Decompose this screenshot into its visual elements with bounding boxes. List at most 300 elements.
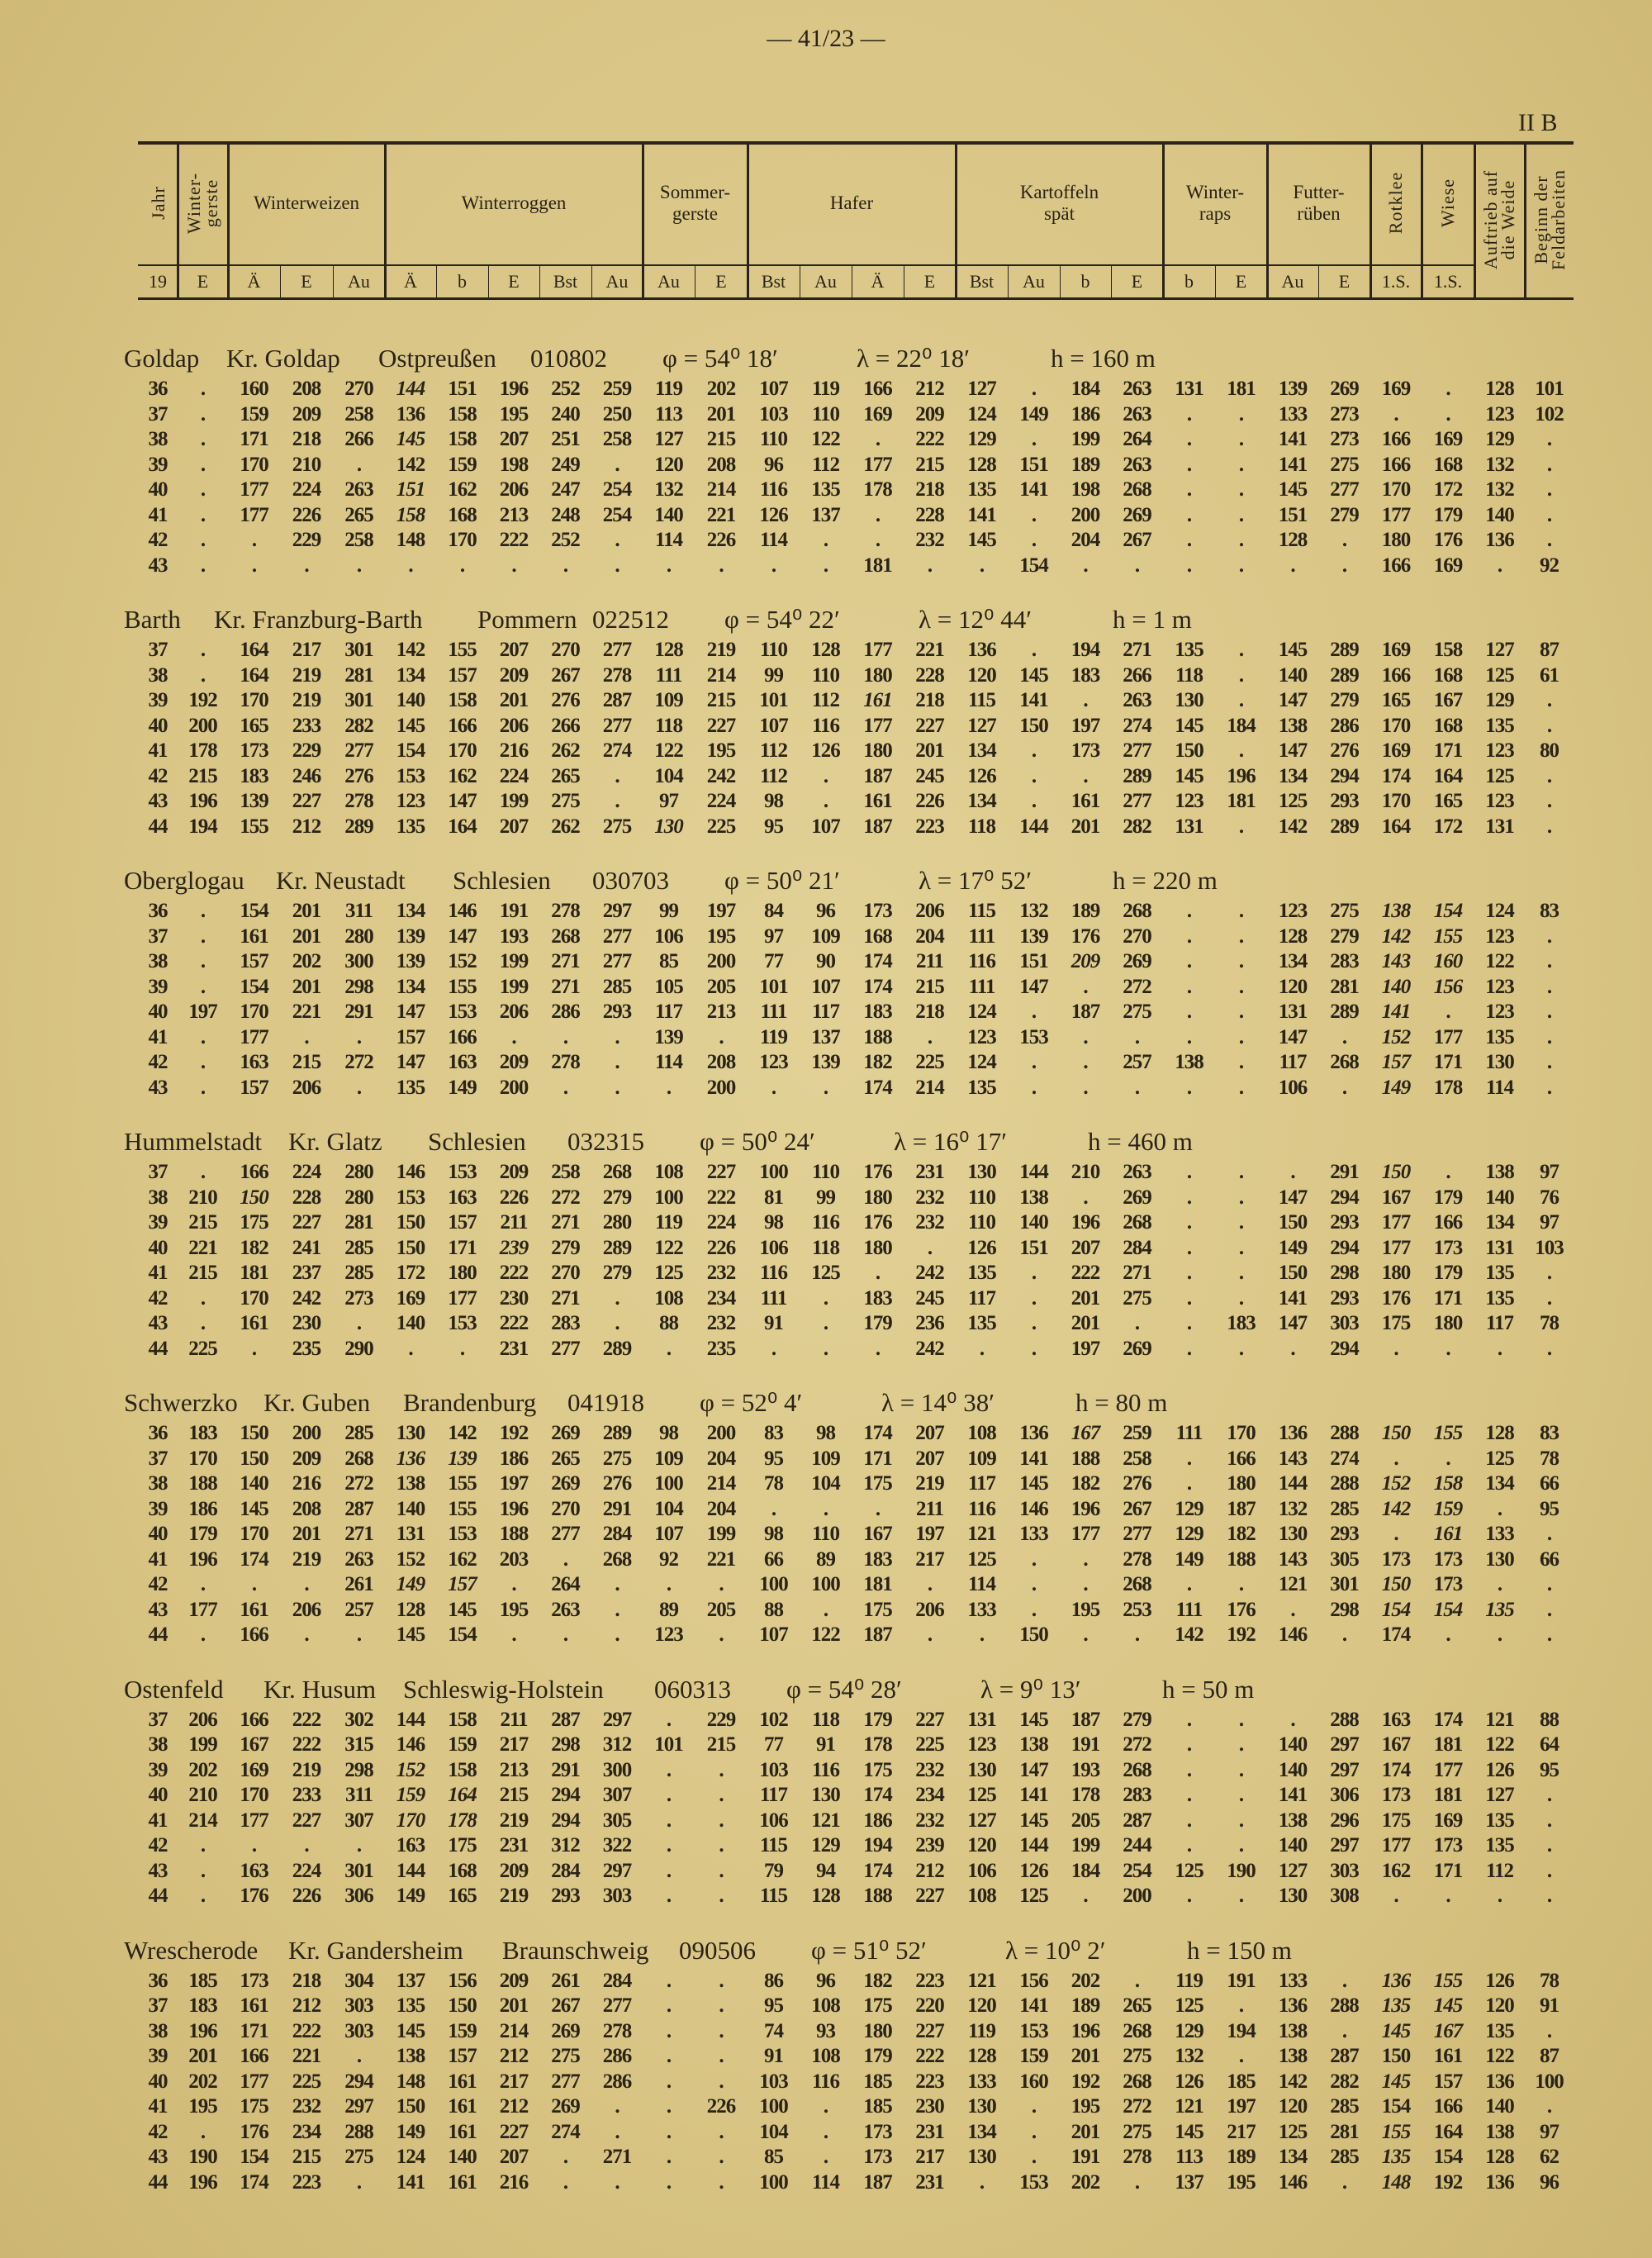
value-cell: 206: [499, 478, 529, 501]
value-cell: .: [1083, 1025, 1088, 1048]
value-cell: 140: [1278, 663, 1308, 687]
value-cell: 181: [1433, 1733, 1463, 1756]
value-cell: .: [719, 1834, 724, 1856]
value-cell: 183: [1070, 663, 1100, 687]
value-cell: .: [1186, 428, 1192, 450]
value-cell: 77: [764, 1733, 783, 1756]
station-name: Barth: [124, 605, 181, 634]
value-cell: 303: [344, 1994, 373, 2017]
value-cell: 173: [863, 2146, 892, 2168]
value-cell: 197: [915, 1523, 944, 1545]
value-cell: 61: [1540, 663, 1559, 687]
value-cell: .: [1186, 925, 1192, 948]
value-cell: 181: [863, 554, 892, 577]
value-cell: 276: [602, 1472, 632, 1495]
value-cell: 176: [1381, 1286, 1411, 1310]
year-cell: 40: [148, 1523, 168, 1545]
value-cell: 151: [1019, 950, 1048, 972]
value-cell: 287: [551, 1708, 580, 1731]
value-cell: 172: [396, 1262, 425, 1284]
value-cell: .: [200, 1051, 206, 1073]
value-cell: 196: [188, 2170, 217, 2194]
header-beginn: [1525, 141, 1574, 297]
value-cell: 140: [396, 1497, 425, 1520]
value-cell: 201: [1070, 815, 1100, 838]
header-futterrueben: Futter- rüben: [1293, 181, 1345, 224]
value-cell: 264: [1123, 428, 1151, 450]
value-cell: .: [200, 428, 206, 450]
table-row: [0, 1572, 1652, 1598]
value-cell: 119: [654, 378, 683, 400]
value-cell: 107: [759, 378, 788, 400]
value-cell: .: [615, 1598, 620, 1621]
table-row: [0, 453, 1652, 478]
value-cell: .: [1290, 1337, 1295, 1360]
value-cell: 160: [240, 378, 268, 400]
value-cell: .: [666, 1994, 672, 2017]
value-cell: 263: [1123, 378, 1151, 400]
value-cell: 297: [344, 2095, 373, 2118]
value-cell: 225: [915, 1051, 944, 1073]
value-cell: 272: [344, 1472, 373, 1495]
table-row: [0, 402, 1652, 428]
value-cell: 156: [448, 1969, 477, 1992]
value-cell: .: [875, 1262, 881, 1284]
value-cell: 259: [602, 378, 632, 400]
value-cell: 288: [1330, 1994, 1359, 2017]
value-cell: 311: [344, 1784, 373, 1806]
value-cell: .: [1186, 1758, 1192, 1781]
header-label: Jahr: [147, 186, 169, 220]
value-cell: 183: [863, 1547, 892, 1571]
value-cell: 137: [811, 503, 840, 526]
value-cell: 261: [344, 1573, 373, 1595]
value-cell: .: [356, 2045, 362, 2067]
value-cell: 193: [1070, 1758, 1100, 1781]
value-cell: 150: [1381, 2045, 1411, 2067]
value-cell: .: [1083, 554, 1088, 577]
value-cell: 227: [915, 2019, 944, 2042]
value-cell: 96: [816, 1969, 835, 1992]
value-cell: 177: [863, 714, 892, 737]
value-cell: 235: [292, 1337, 321, 1360]
value-cell: 176: [240, 1885, 268, 1907]
value-cell: 102: [1535, 402, 1564, 425]
value-cell: 164: [448, 1784, 477, 1806]
value-cell: 188: [1070, 1447, 1100, 1470]
value-cell: .: [615, 1025, 620, 1048]
year-cell: 40: [148, 1784, 168, 1806]
value-cell: 138: [1278, 1809, 1308, 1832]
station-h: h = 160 m: [1051, 344, 1156, 373]
value-cell: .: [1186, 1186, 1192, 1209]
value-cell: 123: [1485, 790, 1514, 812]
value-cell: 275: [1330, 900, 1359, 922]
value-cell: .: [1186, 1708, 1192, 1731]
value-cell: .: [719, 1784, 724, 1806]
value-cell: 266: [551, 714, 580, 737]
value-cell: 172: [1433, 815, 1463, 838]
value-cell: .: [719, 1623, 724, 1646]
value-cell: 224: [706, 790, 736, 812]
value-cell: 163: [396, 1834, 425, 1856]
value-cell: 123: [396, 790, 425, 812]
value-cell: 210: [1070, 1161, 1100, 1183]
value-cell: 79: [764, 1859, 783, 1882]
value-cell: .: [200, 1859, 206, 1882]
value-cell: 145: [1019, 1809, 1048, 1832]
value-cell: 288: [1330, 1472, 1359, 1495]
value-cell: .: [1341, 554, 1347, 577]
value-cell: 155: [1381, 2120, 1411, 2143]
station-code: 060313: [654, 1674, 731, 1704]
value-cell: 274: [551, 2120, 580, 2143]
value-cell: 189: [1070, 1994, 1100, 2017]
table-row: [0, 714, 1652, 739]
value-cell: .: [1186, 1472, 1192, 1495]
value-cell: 76: [1540, 1186, 1559, 1209]
value-cell: 145: [396, 714, 425, 737]
table-row: [0, 1859, 1652, 1885]
value-cell: 146: [1019, 1497, 1048, 1520]
value-cell: 268: [1123, 1758, 1151, 1781]
value-cell: 270: [551, 639, 580, 661]
value-cell: 178: [1070, 1784, 1100, 1806]
value-cell: .: [1497, 1885, 1502, 1907]
value-cell: 123: [759, 1051, 788, 1073]
value-cell: 130: [967, 2146, 996, 2168]
value-cell: 211: [915, 950, 944, 972]
subheader: E: [1235, 271, 1247, 292]
value-cell: 207: [1070, 1236, 1100, 1259]
value-cell: 98: [659, 1422, 678, 1444]
value-cell: .: [1186, 1025, 1192, 1048]
value-cell: 144: [1278, 1472, 1308, 1495]
value-cell: 294: [1330, 764, 1359, 787]
value-cell: 219: [292, 1547, 321, 1571]
value-cell: 124: [967, 402, 996, 425]
value-cell: 126: [1485, 1969, 1514, 1992]
value-cell: 201: [292, 1523, 321, 1545]
value-cell: 138: [1485, 2120, 1514, 2143]
value-cell: 224: [499, 764, 529, 787]
value-cell: .: [1546, 1859, 1552, 1882]
value-cell: .: [1031, 529, 1037, 551]
value-cell: .: [1238, 1001, 1244, 1023]
value-cell: 154: [1381, 2095, 1411, 2118]
value-cell: 132: [1485, 478, 1514, 501]
value-cell: 187: [1070, 1001, 1100, 1023]
value-cell: .: [1238, 975, 1244, 998]
value-cell: 216: [499, 2170, 529, 2194]
value-cell: 161: [1433, 1523, 1463, 1545]
value-cell: .: [875, 428, 881, 450]
value-cell: 280: [344, 1186, 373, 1209]
value-cell: 166: [1381, 453, 1411, 476]
value-cell: 199: [706, 1523, 736, 1545]
value-cell: 177: [1381, 1236, 1411, 1259]
value-cell: 276: [1330, 739, 1359, 762]
value-cell: 149: [396, 1573, 425, 1595]
value-cell: 114: [1485, 1076, 1514, 1099]
value-cell: 96: [764, 453, 783, 476]
value-cell: 281: [344, 1211, 373, 1234]
year-cell: 41: [148, 1262, 168, 1284]
value-cell: 297: [602, 900, 632, 922]
subheader: Ä: [404, 271, 417, 292]
value-cell: 131: [1175, 378, 1203, 400]
value-cell: 166: [448, 1025, 477, 1048]
value-cell: 130: [967, 1758, 996, 1781]
value-cell: 146: [396, 1161, 425, 1183]
value-cell: .: [1290, 1161, 1295, 1183]
value-cell: 128: [1485, 1422, 1514, 1444]
value-cell: 139: [811, 1051, 840, 1073]
value-cell: 98: [764, 1211, 783, 1234]
value-cell: 202: [706, 378, 736, 400]
value-cell: 290: [344, 1337, 373, 1360]
value-cell: 176: [863, 1211, 892, 1234]
table-row: [0, 528, 1652, 554]
value-cell: .: [1238, 1211, 1244, 1234]
value-cell: 205: [706, 1598, 736, 1621]
value-cell: .: [1134, 1025, 1140, 1048]
value-cell: 257: [1123, 1051, 1151, 1073]
value-cell: 289: [1330, 663, 1359, 687]
value-cell: 180: [1433, 1312, 1463, 1334]
value-cell: 100: [654, 1472, 683, 1495]
value-cell: 144: [396, 1859, 425, 1882]
value-cell: .: [1031, 1076, 1037, 1099]
table-row: [0, 2019, 1652, 2045]
value-cell: 152: [396, 1758, 425, 1781]
value-cell: 100: [759, 2170, 788, 2194]
value-cell: 204: [1070, 529, 1100, 551]
value-cell: 200: [1123, 1885, 1151, 1907]
value-cell: 192: [499, 1422, 529, 1444]
subheader: Au: [348, 271, 370, 292]
value-cell: 182: [1227, 1523, 1256, 1545]
value-cell: 135: [1485, 1834, 1514, 1856]
value-cell: 187: [863, 764, 892, 787]
value-cell: 95: [764, 815, 783, 838]
value-cell: 148: [396, 529, 425, 551]
value-cell: .: [1546, 689, 1552, 711]
value-cell: 230: [499, 1286, 529, 1310]
value-cell: 161: [240, 925, 268, 948]
value-cell: 131: [1485, 1236, 1514, 1259]
header-wiese: [1422, 141, 1474, 264]
station-lambda: λ = 17⁰ 52′: [919, 866, 1032, 895]
value-cell: 196: [499, 378, 529, 400]
year-cell: 37: [148, 1447, 168, 1470]
value-cell: 115: [967, 689, 996, 711]
value-cell: 134: [967, 790, 996, 812]
value-cell: 150: [1278, 1211, 1308, 1234]
table-row: [0, 789, 1652, 815]
value-cell: .: [200, 1286, 206, 1310]
value-cell: 155: [448, 1472, 477, 1495]
value-cell: 254: [1123, 1859, 1151, 1882]
station-wrescherode: [0, 1932, 1652, 2196]
value-cell: 322: [602, 1834, 632, 1856]
value-cell: 116: [811, 1211, 840, 1234]
value-cell: .: [719, 1885, 724, 1907]
value-cell: 245: [915, 764, 944, 787]
value-cell: 282: [344, 714, 373, 737]
value-cell: 115: [759, 1834, 788, 1856]
value-cell: .: [1546, 925, 1552, 948]
value-cell: 154: [1381, 1598, 1411, 1621]
table-row: [0, 1160, 1652, 1186]
value-cell: 116: [811, 714, 840, 737]
value-cell: 135: [1381, 1994, 1411, 2017]
value-cell: 117: [811, 1001, 840, 1023]
value-cell: 118: [967, 815, 996, 838]
value-cell: 198: [1070, 478, 1100, 501]
value-cell: 124: [396, 2146, 425, 2168]
value-cell: 92: [1540, 554, 1559, 577]
value-cell: 232: [915, 529, 944, 551]
value-cell: 176: [1227, 1598, 1256, 1621]
value-cell: 207: [499, 639, 529, 661]
table-row: [0, 739, 1652, 764]
value-cell: 161: [863, 689, 892, 711]
value-cell: 195: [188, 2095, 217, 2118]
value-cell: 269: [551, 1422, 580, 1444]
year-cell: 38: [148, 663, 168, 687]
value-cell: 154: [448, 1623, 477, 1646]
value-cell: 202: [188, 1758, 217, 1781]
value-cell: 103: [759, 1758, 788, 1781]
value-cell: 147: [396, 1051, 425, 1073]
subheader: 1.S.: [1381, 271, 1411, 292]
value-cell: 170: [1381, 478, 1411, 501]
value-cell: 91: [764, 2045, 783, 2067]
value-cell: 231: [915, 2120, 944, 2143]
value-cell: .: [1031, 428, 1037, 450]
value-cell: 278: [551, 900, 580, 922]
value-cell: 232: [915, 1211, 944, 1234]
value-cell: 136: [1485, 2070, 1514, 2093]
value-cell: 301: [344, 639, 373, 661]
value-cell: 201: [188, 2045, 217, 2067]
value-cell: 145: [967, 529, 996, 551]
value-cell: 184: [1070, 378, 1100, 400]
value-cell: 258: [551, 1161, 580, 1183]
value-cell: 217: [499, 1733, 529, 1756]
value-cell: 166: [1433, 2095, 1463, 2118]
value-cell: 188: [863, 1025, 892, 1048]
value-cell: 142: [1381, 925, 1411, 948]
value-cell: 147: [1278, 1186, 1308, 1209]
value-cell: 226: [915, 790, 944, 812]
value-cell: 267: [551, 1994, 580, 2017]
value-cell: 118: [1175, 663, 1203, 687]
year-cell: 39: [148, 975, 168, 998]
value-cell: 98: [764, 790, 783, 812]
value-cell: 170: [240, 689, 268, 711]
station-h: h = 80 m: [1075, 1388, 1168, 1417]
value-cell: 145: [396, 1623, 425, 1646]
value-cell: 116: [811, 1758, 840, 1781]
value-cell: 196: [188, 790, 217, 812]
year-cell: 39: [148, 453, 168, 476]
value-cell: .: [200, 1161, 206, 1183]
value-cell: 139: [654, 1025, 683, 1048]
value-cell: .: [1238, 639, 1244, 661]
value-cell: .: [1186, 1885, 1192, 1907]
value-cell: 147: [448, 925, 477, 948]
value-cell: .: [666, 1859, 672, 1882]
value-cell: .: [1546, 1834, 1552, 1856]
value-cell: 107: [759, 714, 788, 737]
value-cell: 294: [1330, 1236, 1359, 1259]
value-cell: 153: [448, 1161, 477, 1183]
value-cell: .: [1031, 1286, 1037, 1310]
value-cell: .: [1446, 378, 1450, 400]
value-cell: 189: [1070, 453, 1100, 476]
value-cell: 130: [811, 1784, 840, 1806]
value-cell: 84: [764, 900, 783, 922]
value-cell: 278: [1123, 1547, 1151, 1571]
value-cell: .: [1186, 1312, 1192, 1334]
value-cell: .: [1238, 1262, 1244, 1284]
table-row: [0, 1421, 1652, 1447]
value-cell: 271: [1123, 639, 1151, 661]
value-cell: 223: [915, 1969, 944, 1992]
value-cell: 192: [1227, 1623, 1256, 1646]
value-cell: 169: [1433, 554, 1463, 577]
value-cell: .: [1031, 1337, 1037, 1360]
value-cell: 229: [292, 739, 321, 762]
value-cell: 263: [1123, 453, 1151, 476]
value-cell: 143: [1381, 950, 1411, 972]
value-cell: 203: [499, 1547, 529, 1571]
value-cell: 215: [499, 1784, 529, 1806]
value-cell: .: [979, 554, 985, 577]
value-cell: 239: [915, 1834, 944, 1856]
value-cell: 286: [602, 2070, 632, 2093]
value-cell: 274: [602, 739, 632, 762]
value-cell: 236: [915, 1312, 944, 1334]
value-cell: .: [1186, 900, 1192, 922]
value-cell: 197: [1070, 1337, 1100, 1360]
value-cell: 221: [188, 1236, 217, 1259]
value-cell: 174: [1433, 1708, 1463, 1731]
value-cell: 275: [602, 1447, 632, 1470]
station-h: h = 50 m: [1162, 1674, 1255, 1704]
value-cell: .: [304, 1025, 309, 1048]
value-cell: .: [1186, 1337, 1192, 1360]
value-cell: 105: [654, 975, 683, 998]
value-cell: 267: [551, 663, 580, 687]
value-cell: 252: [551, 378, 580, 400]
value-cell: 242: [915, 1262, 944, 1284]
value-cell: .: [615, 790, 620, 812]
value-cell: 294: [344, 2070, 373, 2093]
table-row: [0, 1547, 1652, 1573]
value-cell: .: [200, 1834, 206, 1856]
value-cell: 108: [967, 1422, 996, 1444]
value-cell: 111: [968, 925, 995, 948]
value-cell: 283: [1123, 1784, 1151, 1806]
value-cell: .: [1238, 815, 1244, 838]
value-cell: 97: [764, 925, 783, 948]
value-cell: 153: [1019, 1025, 1048, 1048]
value-cell: 209: [292, 1447, 321, 1470]
value-cell: 91: [1540, 1994, 1559, 2017]
